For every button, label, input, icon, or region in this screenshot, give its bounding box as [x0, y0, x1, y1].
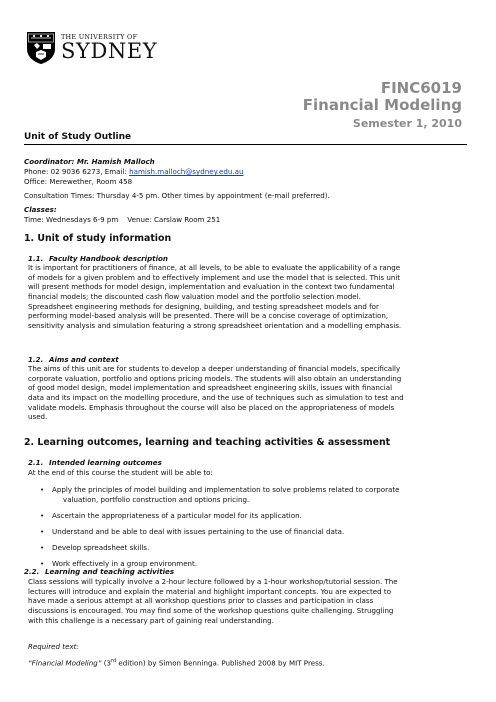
semester: Semester 1, 2010: [352, 117, 462, 130]
course-name: Financial Modeling: [302, 96, 462, 114]
text-line: will present methods for model design, implementation and evaluation in the context two fundamental: [28, 282, 395, 292]
subsection-number: 1.2.: [28, 355, 44, 364]
list-item-text: Understand and be able to deal with issues pertaining to the use of financial data.: [52, 526, 345, 536]
subsection-1-2-heading: [28, 355, 119, 364]
logo-top-text: THE UNIVERSITY OF: [61, 32, 138, 41]
outline-title: Unit of Study Outline: [24, 132, 132, 142]
handbook-description: [28, 263, 474, 331]
outcomes-intro: At the end of this course the student will be able to:: [28, 468, 213, 477]
required-text-label: Required text:: [28, 642, 79, 651]
textbook-title: “Financial Modeling”: [28, 658, 102, 668]
list-item-text: Ascertain the appropriateness of a particular model for its application.: [52, 510, 302, 520]
phone-email-prefix: Phone: 02 9036 6273, Email:: [24, 167, 130, 176]
consultation-times: Consultation Times: Thursday 4-5 pm. Other times by appointment (e-mail preferred).: [24, 191, 330, 200]
learning-outcomes-list: [52, 485, 482, 576]
subsection-number: 2.1.: [28, 458, 44, 467]
office: Office: Merewether, Room 458: [24, 177, 133, 186]
subsection-1-1-heading: [28, 254, 168, 263]
subsection-number: 2.2.: [24, 567, 40, 576]
text-line: corporate valuation, portfolio and options pricing models. The students will also obtain an understanding: [28, 373, 402, 383]
section-1-heading: 1. Unit of study information: [24, 233, 172, 244]
text-line: have made a serious attempt at all workshop questions prior to classes and participation in class: [28, 596, 374, 606]
divider: [24, 144, 467, 145]
university-logo: [26, 30, 166, 66]
subsection-number: 1.1.: [28, 254, 44, 263]
text-line: of models for a given problem and to effectively implement and use the model that is selected. This unit: [28, 272, 401, 282]
subsection-2-2-heading: [24, 567, 174, 576]
list-item: [52, 527, 482, 537]
text-line: financial models; the discounted cash flow valuation model and the portfolio selection model.: [28, 291, 361, 301]
edition-suffix: rd: [111, 658, 117, 664]
text-line: used.: [28, 412, 48, 422]
subsection-2-1-heading: [28, 458, 162, 467]
contact-line: [24, 167, 243, 177]
text-line: Spreadsheet engineering methods for designing, building, and testing spreadsheet models and for: [28, 301, 379, 311]
list-item-continuation: valuation, portfolio construction and options pricing.: [63, 494, 250, 504]
classes-label: Classes:: [24, 205, 57, 214]
subsection-title: Faculty Handbook description: [49, 254, 168, 263]
text-line: of good model design, model implementation and spreadsheet engineering skills, issues with financial: [28, 383, 393, 393]
list-item-text: Work effectively in a group environment.: [52, 559, 198, 569]
subsection-title: Aims and context: [49, 355, 119, 364]
text-line: lectures will introduce and explain the material and highlight important concepts. You are expected to: [28, 586, 392, 596]
text-line: Class sessions will typically involve a 2-hour lecture followed by a 1-hour workshop/tutorial session. The: [28, 577, 398, 586]
crest-icon: [26, 31, 56, 65]
list-item-text: Apply the principles of model building and implementation to solve problems related to corporate: [52, 485, 400, 494]
classes-time: Time: Wednesdays 6-9 pm Venue: Carslaw Room 251: [24, 215, 221, 224]
subsection-title: Learning and teaching activities: [45, 567, 175, 576]
subsection-title: Intended learning outcomes: [49, 458, 162, 467]
section-2-heading: 2. Learning outcomes, learning and teaching activities & assessment: [24, 437, 391, 448]
list-item-text: Develop spreadsheet skills.: [52, 543, 150, 553]
list-item: [52, 511, 482, 521]
aims-and-context: [28, 364, 474, 422]
list-item: [52, 543, 482, 553]
text-line: data and its impact on the modelling procedure, and the use of techniques such as simulation to test and: [28, 392, 404, 402]
coordinator-label: Coordinator: Mr. Hamish Malloch: [24, 157, 155, 166]
text-line: The aims of this unit are for students to develop a deeper understanding of financial models, specifically: [28, 364, 401, 373]
text-line: performing model-based analysis will be presented. There will be a concise coverage of optimization,: [28, 311, 389, 321]
required-text: [28, 657, 325, 668]
teaching-activities: [28, 577, 474, 625]
text-line: It is important for practitioners of finance, at all levels, to be able to evaluate the applicability of a range: [28, 263, 401, 272]
list-item: [52, 485, 482, 504]
text-line: sensitivity analysis and simulation featuring a strong spreadsheet orientation and a modelling emphasis.: [28, 320, 402, 330]
email-link[interactable]: hamish.malloch@sydney.edu.au: [129, 167, 244, 176]
logo-bottom-text: SYDNEY: [61, 39, 158, 64]
text-line: discussions is encouraged. You may find some of the workshop questions quite challenging. Struggling: [28, 605, 394, 615]
textbook-details: edition) by Simon Benninga. Published 2008 by MIT Press.: [116, 658, 325, 668]
course-code: FINC6019: [380, 79, 462, 97]
text-line: with this challenge is a necessary part of gaining real understanding.: [28, 615, 274, 625]
textbook-edition: (3: [101, 658, 111, 668]
text-line: validate models. Emphasis throughout the course will also be placed on the appropriateness of models: [28, 402, 395, 412]
